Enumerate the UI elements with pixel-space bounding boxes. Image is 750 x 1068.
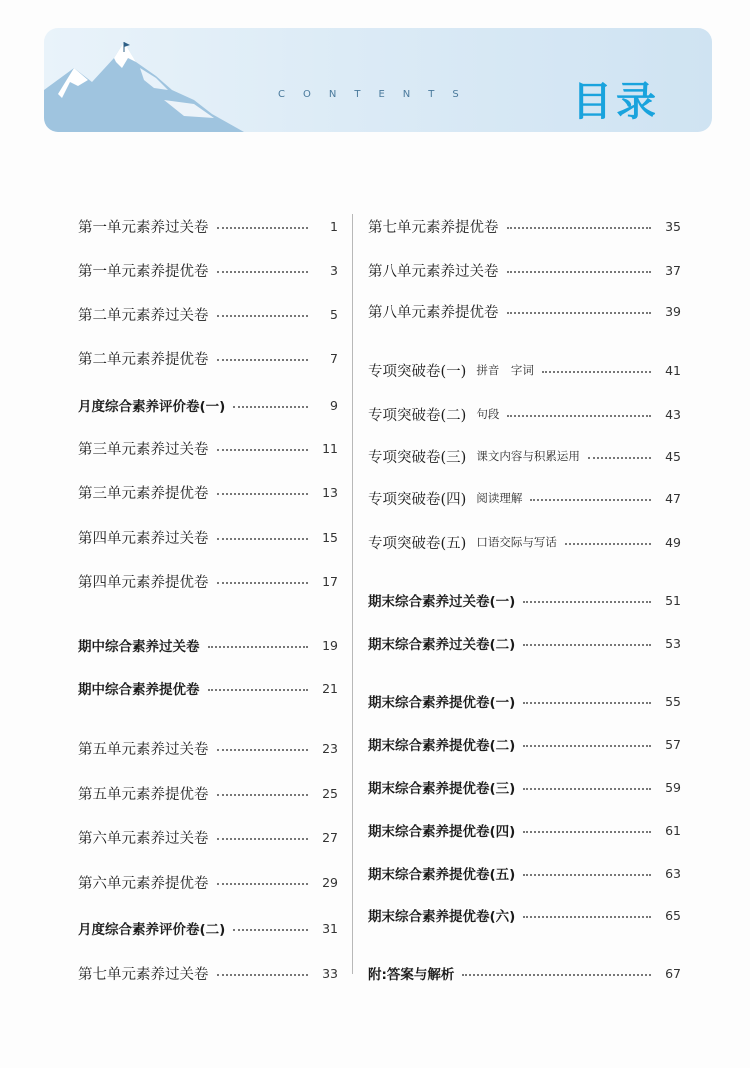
toc-entry-title: 专项突破卷(二) bbox=[368, 407, 467, 424]
toc-entry-title: 期末综合素养过关卷(一) bbox=[368, 594, 516, 610]
toc-page-number: 31 bbox=[322, 920, 338, 936]
dot-leader bbox=[565, 543, 651, 545]
toc-entry[interactable] bbox=[78, 962, 338, 984]
toc-entry[interactable] bbox=[368, 690, 681, 712]
toc-entry-title: 第一单元素养过关卷 bbox=[78, 219, 209, 236]
toc-entry-title: 第五单元素养过关卷 bbox=[78, 741, 209, 758]
toc-entry[interactable] bbox=[368, 962, 681, 984]
toc-entry[interactable] bbox=[78, 826, 338, 848]
toc-entry-title: 专项突破卷(四) bbox=[368, 491, 467, 508]
dot-leader bbox=[233, 929, 308, 931]
toc-page-number: 37 bbox=[665, 262, 681, 278]
dot-leader bbox=[507, 415, 651, 417]
toc-page-number: 61 bbox=[665, 822, 681, 838]
toc-entry-title: 期末综合素养提优卷(二) bbox=[368, 738, 516, 754]
toc-entry[interactable] bbox=[78, 481, 338, 503]
toc-entry-subtitle: 课文内容与积累运用 bbox=[476, 449, 580, 463]
dot-leader bbox=[523, 874, 651, 876]
dot-leader bbox=[507, 312, 652, 314]
toc-entry-title: 第四单元素养过关卷 bbox=[78, 530, 209, 547]
dot-leader bbox=[217, 538, 309, 540]
toc-entry[interactable] bbox=[368, 531, 681, 553]
toc-entry-title: 期末综合素养过关卷(二) bbox=[368, 637, 516, 653]
toc-page-number: 35 bbox=[665, 218, 681, 234]
toc-page-number: 25 bbox=[322, 785, 338, 801]
toc-page-number: 5 bbox=[330, 306, 338, 322]
toc-entry-title: 第七单元素养过关卷 bbox=[78, 966, 209, 983]
toc-entry-title: 期中综合素养过关卷 bbox=[78, 639, 200, 655]
toc-page-number: 63 bbox=[665, 865, 681, 881]
toc-entry[interactable] bbox=[368, 862, 681, 884]
toc-page-number: 15 bbox=[322, 529, 338, 545]
toc-page-number: 67 bbox=[665, 965, 681, 981]
dot-leader bbox=[217, 974, 309, 976]
dot-leader bbox=[217, 749, 309, 751]
toc-entry-title: 期中综合素养提优卷 bbox=[78, 682, 200, 698]
toc-entry[interactable] bbox=[368, 733, 681, 755]
toc-entry[interactable] bbox=[78, 737, 338, 759]
dot-leader bbox=[507, 271, 652, 273]
toc-entry-title: 月度综合素养评价卷(一) bbox=[78, 399, 226, 415]
toc-entry[interactable] bbox=[368, 403, 681, 425]
toc-page-number: 21 bbox=[322, 680, 338, 696]
toc-entry[interactable] bbox=[78, 437, 338, 459]
toc-page-number: 65 bbox=[665, 907, 681, 923]
dot-leader bbox=[217, 582, 309, 584]
toc-entry-title: 月度综合素养评价卷(二) bbox=[78, 922, 226, 938]
dot-leader bbox=[588, 457, 651, 459]
dot-leader bbox=[530, 499, 651, 501]
toc-entry-title: 第三单元素养过关卷 bbox=[78, 441, 209, 458]
toc-entry[interactable] bbox=[78, 259, 338, 281]
dot-leader bbox=[523, 745, 651, 747]
toc-entry-subtitle: 阅读理解 bbox=[476, 491, 523, 505]
dot-leader bbox=[523, 644, 651, 646]
toc-entry[interactable] bbox=[368, 776, 681, 798]
toc-page-number: 39 bbox=[665, 303, 681, 319]
toc-entry-title: 第八单元素养过关卷 bbox=[368, 263, 499, 280]
toc-entry[interactable] bbox=[78, 303, 338, 325]
toc-page-number: 7 bbox=[330, 350, 338, 366]
toc-entry[interactable] bbox=[368, 445, 681, 467]
toc-page-number: 43 bbox=[665, 406, 681, 422]
toc-entry[interactable] bbox=[78, 394, 338, 416]
toc-entry[interactable] bbox=[78, 782, 338, 804]
toc-entry[interactable] bbox=[78, 570, 338, 592]
dot-leader bbox=[523, 788, 651, 790]
dot-leader bbox=[233, 406, 308, 408]
toc-entry-title: 第二单元素养提优卷 bbox=[78, 351, 209, 368]
toc-page-number: 45 bbox=[665, 448, 681, 464]
toc-entry[interactable] bbox=[368, 589, 681, 611]
toc-entry[interactable] bbox=[78, 347, 338, 369]
toc-page-number: 51 bbox=[665, 592, 681, 608]
toc-entry-title: 第三单元素养提优卷 bbox=[78, 485, 209, 502]
toc-entry-title: 期末综合素养提优卷(一) bbox=[368, 695, 516, 711]
toc-entry-title: 专项突破卷(五) bbox=[368, 535, 467, 552]
toc-page-number: 11 bbox=[322, 440, 338, 456]
toc-entry[interactable] bbox=[78, 634, 338, 656]
toc-page-number: 19 bbox=[322, 637, 338, 653]
toc-page-number: 49 bbox=[665, 534, 681, 550]
toc-entry[interactable] bbox=[78, 871, 338, 893]
toc-entry[interactable] bbox=[368, 259, 681, 281]
toc-entry[interactable] bbox=[368, 215, 681, 237]
contents-label: CONTENTS bbox=[278, 89, 477, 100]
dot-leader bbox=[523, 702, 651, 704]
toc-entry-title: 第八单元素养提优卷 bbox=[368, 304, 499, 321]
toc-page-number: 59 bbox=[665, 779, 681, 795]
dot-leader bbox=[217, 449, 309, 451]
toc-page-number: 41 bbox=[665, 362, 681, 378]
dot-leader bbox=[217, 838, 309, 840]
toc-page-number: 23 bbox=[322, 740, 338, 756]
toc-page-number: 17 bbox=[322, 573, 338, 589]
toc-entry-title: 期末综合素养提优卷(六) bbox=[368, 909, 516, 925]
dot-leader bbox=[217, 271, 309, 273]
toc-entry-title: 第六单元素养过关卷 bbox=[78, 830, 209, 847]
toc-entry-title: 第二单元素养过关卷 bbox=[78, 307, 209, 324]
toc-entry-title: 期末综合素养提优卷(五) bbox=[368, 867, 516, 883]
toc-entry[interactable] bbox=[78, 215, 338, 237]
toc-entry[interactable] bbox=[78, 917, 338, 939]
column-divider bbox=[352, 214, 353, 974]
toc-page-number: 27 bbox=[322, 829, 338, 845]
toc-entry-title: 专项突破卷(三) bbox=[368, 449, 467, 466]
dot-leader bbox=[217, 883, 309, 885]
toc-page-number: 57 bbox=[665, 736, 681, 752]
toc-entry-title: 期末综合素养提优卷(三) bbox=[368, 781, 516, 797]
dot-leader bbox=[523, 831, 651, 833]
toc-entry-title: 第六单元素养提优卷 bbox=[78, 875, 209, 892]
toc-entry-title: 专项突破卷(一) bbox=[368, 363, 467, 380]
dot-leader bbox=[523, 601, 651, 603]
toc-entry[interactable] bbox=[78, 677, 338, 699]
toc-entry-subtitle: 拼音 字词 bbox=[476, 363, 534, 377]
dot-leader bbox=[542, 371, 651, 373]
dot-leader bbox=[462, 974, 651, 976]
dot-leader bbox=[217, 794, 309, 796]
toc-page-number: 29 bbox=[322, 874, 338, 890]
toc-page-number: 13 bbox=[322, 484, 338, 500]
dot-leader bbox=[217, 359, 309, 361]
toc-entry-subtitle: 句段 bbox=[476, 407, 500, 421]
toc-entry-title: 期末综合素养提优卷(四) bbox=[368, 824, 516, 840]
toc-entry-subtitle: 口语交际与写话 bbox=[476, 535, 557, 549]
page-title: 目录 bbox=[572, 79, 660, 125]
dot-leader bbox=[217, 493, 309, 495]
toc-page-number: 47 bbox=[665, 490, 681, 506]
dot-leader bbox=[217, 227, 309, 229]
toc-page-number: 9 bbox=[330, 397, 338, 413]
toc-entry[interactable] bbox=[368, 632, 681, 654]
dot-leader bbox=[217, 315, 309, 317]
toc-page-number: 3 bbox=[330, 262, 338, 278]
toc-entry-title: 第七单元素养提优卷 bbox=[368, 219, 499, 236]
toc-entry[interactable] bbox=[78, 526, 338, 548]
toc-entry[interactable] bbox=[368, 904, 681, 926]
toc-entry[interactable] bbox=[368, 487, 681, 509]
dot-leader bbox=[523, 916, 651, 918]
toc-entry-title: 第五单元素养提优卷 bbox=[78, 786, 209, 803]
toc-entry[interactable] bbox=[368, 359, 681, 381]
toc-page-number: 53 bbox=[665, 635, 681, 651]
dot-leader bbox=[208, 689, 309, 691]
dot-leader bbox=[507, 227, 652, 229]
toc-page-number: 33 bbox=[322, 965, 338, 981]
toc-page-number: 1 bbox=[330, 218, 338, 234]
toc-entry-title: 第一单元素养提优卷 bbox=[78, 263, 209, 280]
dot-leader bbox=[208, 646, 309, 648]
toc-entry[interactable] bbox=[368, 300, 681, 322]
toc-entry-title: 附:答案与解析 bbox=[368, 967, 455, 983]
toc-entry[interactable] bbox=[368, 819, 681, 841]
toc-entry-title: 第四单元素养提优卷 bbox=[78, 574, 209, 591]
toc-page-number: 55 bbox=[665, 693, 681, 709]
